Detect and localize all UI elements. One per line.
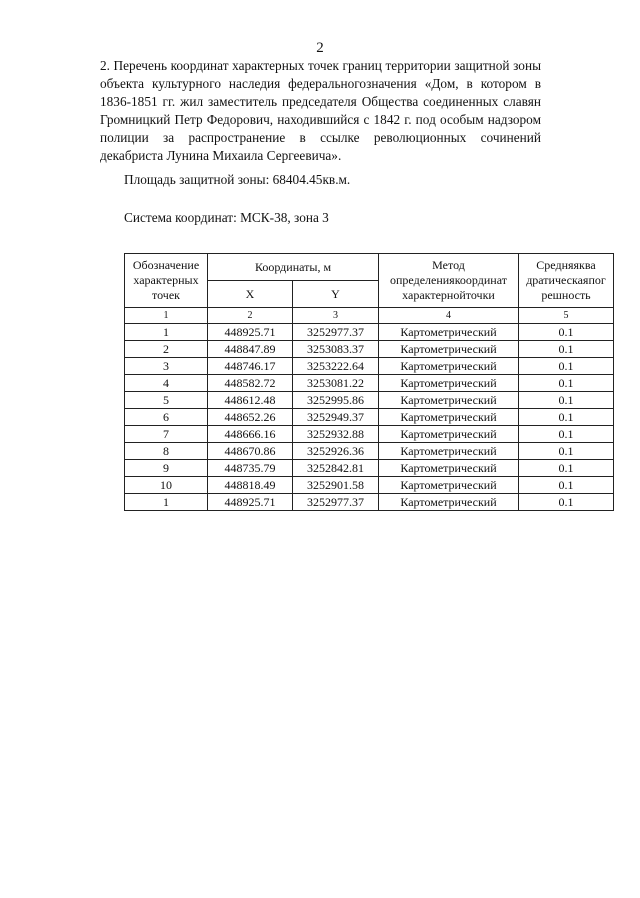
cell-method: Картометрический xyxy=(379,375,519,392)
cell-x: 448735.79 xyxy=(208,460,293,477)
cell-point: 9 xyxy=(125,460,208,477)
header-point: Обозначение характерных точек xyxy=(125,254,208,308)
cell-y: 3253222.64 xyxy=(293,358,379,375)
table-row xyxy=(125,443,614,460)
cell-error: 0.1 xyxy=(519,324,614,341)
cell-x: 448582.72 xyxy=(208,375,293,392)
cell-point: 1 xyxy=(125,324,208,341)
cell-method: Картометрический xyxy=(379,358,519,375)
cell-x: 448666.16 xyxy=(208,426,293,443)
column-number: 2 xyxy=(208,308,293,324)
cell-y: 3252977.37 xyxy=(293,494,379,511)
cell-error: 0.1 xyxy=(519,477,614,494)
cell-point: 8 xyxy=(125,443,208,460)
cell-x: 448847.89 xyxy=(208,341,293,358)
cell-y: 3252901.58 xyxy=(293,477,379,494)
cell-y: 3252926.36 xyxy=(293,443,379,460)
table-row xyxy=(125,477,614,494)
table-row xyxy=(125,341,614,358)
coordinates-table xyxy=(124,253,614,511)
cell-x: 448818.49 xyxy=(208,477,293,494)
page-number: 2 xyxy=(316,40,324,56)
table-row xyxy=(125,426,614,443)
column-number-row xyxy=(125,308,614,324)
cell-y: 3252842.81 xyxy=(293,460,379,477)
cell-method: Картометрический xyxy=(379,477,519,494)
cell-y: 3252932.88 xyxy=(293,426,379,443)
column-number: 3 xyxy=(293,308,379,324)
cell-error: 0.1 xyxy=(519,443,614,460)
header-error: Средняяква дратическаяпог решность xyxy=(519,254,614,308)
cell-point: 2 xyxy=(125,341,208,358)
cell-x: 448670.86 xyxy=(208,443,293,460)
cell-method: Картометрический xyxy=(379,494,519,511)
cell-point: 3 xyxy=(125,358,208,375)
cell-method: Картометрический xyxy=(379,324,519,341)
header-y: Y xyxy=(293,281,379,308)
header-coords: Координаты, м xyxy=(208,254,379,281)
cell-y: 3252977.37 xyxy=(293,324,379,341)
cell-method: Картометрический xyxy=(379,443,519,460)
cell-method: Картометрический xyxy=(379,341,519,358)
table-row xyxy=(125,494,614,511)
cell-y: 3252995.86 xyxy=(293,392,379,409)
cell-method: Картометрический xyxy=(379,460,519,477)
protection-zone-area: Площадь защитной зоны: 68404.45кв.м. xyxy=(124,172,351,187)
cell-error: 0.1 xyxy=(519,358,614,375)
cell-point: 4 xyxy=(125,375,208,392)
column-number: 4 xyxy=(379,308,519,324)
cell-error: 0.1 xyxy=(519,409,614,426)
cell-error: 0.1 xyxy=(519,375,614,392)
cell-error: 0.1 xyxy=(519,341,614,358)
column-number: 1 xyxy=(125,308,208,324)
intro-paragraph: 2. Перечень координат характерных точек границ территории защитной зоны объекта культурного наследия федеральногозначения «Дом, в котором в 1836-1851 гг. жил заместитель председателя Общества соединенных славян Громницкий Петр Федорович, находившийся с 1842 г. под особым надзором полиции за распространение в ссылке революционных сочинений декабриста Лунина Михаила Сергеевича». xyxy=(100,58,541,163)
cell-point: 10 xyxy=(125,477,208,494)
cell-point: 6 xyxy=(125,409,208,426)
cell-y: 3253081.22 xyxy=(293,375,379,392)
cell-error: 0.1 xyxy=(519,460,614,477)
column-number: 5 xyxy=(519,308,614,324)
table-row xyxy=(125,375,614,392)
coordinate-system: Система координат: МСК-38, зона 3 xyxy=(124,210,329,225)
table-row xyxy=(125,392,614,409)
cell-method: Картометрический xyxy=(379,426,519,443)
table-row xyxy=(125,409,614,426)
cell-error: 0.1 xyxy=(519,494,614,511)
header-method: Метод определениякоординат характернойточки xyxy=(379,254,519,308)
header-x: X xyxy=(208,281,293,308)
cell-x: 448612.48 xyxy=(208,392,293,409)
cell-method: Картометрический xyxy=(379,392,519,409)
cell-x: 448652.26 xyxy=(208,409,293,426)
cell-point: 7 xyxy=(125,426,208,443)
cell-point: 5 xyxy=(125,392,208,409)
cell-method: Картометрический xyxy=(379,409,519,426)
cell-x: 448925.71 xyxy=(208,324,293,341)
cell-x: 448925.71 xyxy=(208,494,293,511)
table-row xyxy=(125,358,614,375)
cell-point: 1 xyxy=(125,494,208,511)
cell-x: 448746.17 xyxy=(208,358,293,375)
cell-error: 0.1 xyxy=(519,392,614,409)
table-row xyxy=(125,460,614,477)
cell-y: 3252949.37 xyxy=(293,409,379,426)
cell-y: 3253083.37 xyxy=(293,341,379,358)
table-row xyxy=(125,324,614,341)
cell-error: 0.1 xyxy=(519,426,614,443)
